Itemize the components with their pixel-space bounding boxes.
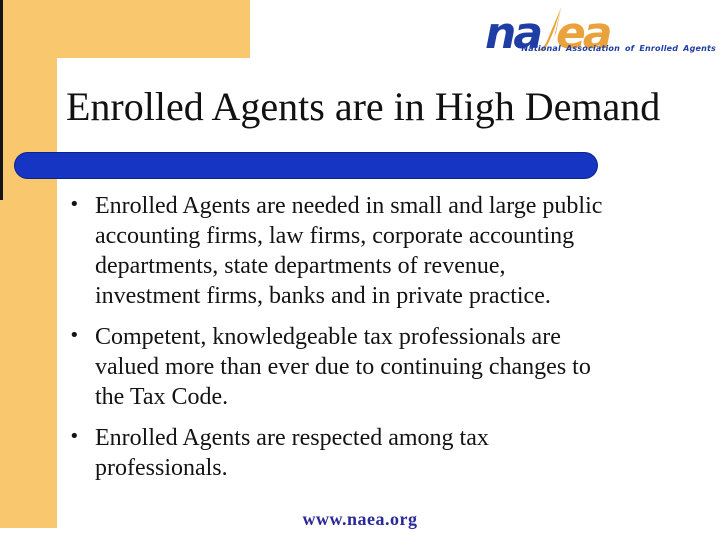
- left-black-edge: [0, 0, 3, 200]
- wordmark-na: na: [485, 8, 541, 59]
- bullet-marker: •: [69, 194, 80, 215]
- bullet-item: [66, 191, 606, 311]
- wordmark-ea: ea: [556, 8, 610, 59]
- naea-logo: [483, 6, 717, 59]
- bullet-item: [66, 322, 606, 412]
- footer-url: www.naea.org: [302, 509, 418, 529]
- naea-tagline: National Association of Enrolled Agents: [521, 44, 716, 53]
- bullet-text: Competent, knowledgeable tax professionals are valued more than ever due to continuing changes to the Tax Code.: [95, 324, 591, 410]
- bullet-marker: •: [69, 325, 80, 346]
- bullet-text: Enrolled Agents are needed in small and large public accounting firms, law firms, corporate accounting departments, state departments of revenue, investment firms, banks and in private practice.: [95, 193, 603, 309]
- slide-title: Enrolled Agents are in High Demand: [66, 84, 661, 129]
- bullet-list: [66, 191, 606, 494]
- gold-left-band: [0, 0, 57, 528]
- bullet-item: [66, 423, 606, 483]
- bullet-marker: •: [69, 426, 80, 447]
- bullet-text: Enrolled Agents are respected among tax professionals.: [95, 425, 489, 481]
- blue-capsule-bar: [14, 152, 598, 179]
